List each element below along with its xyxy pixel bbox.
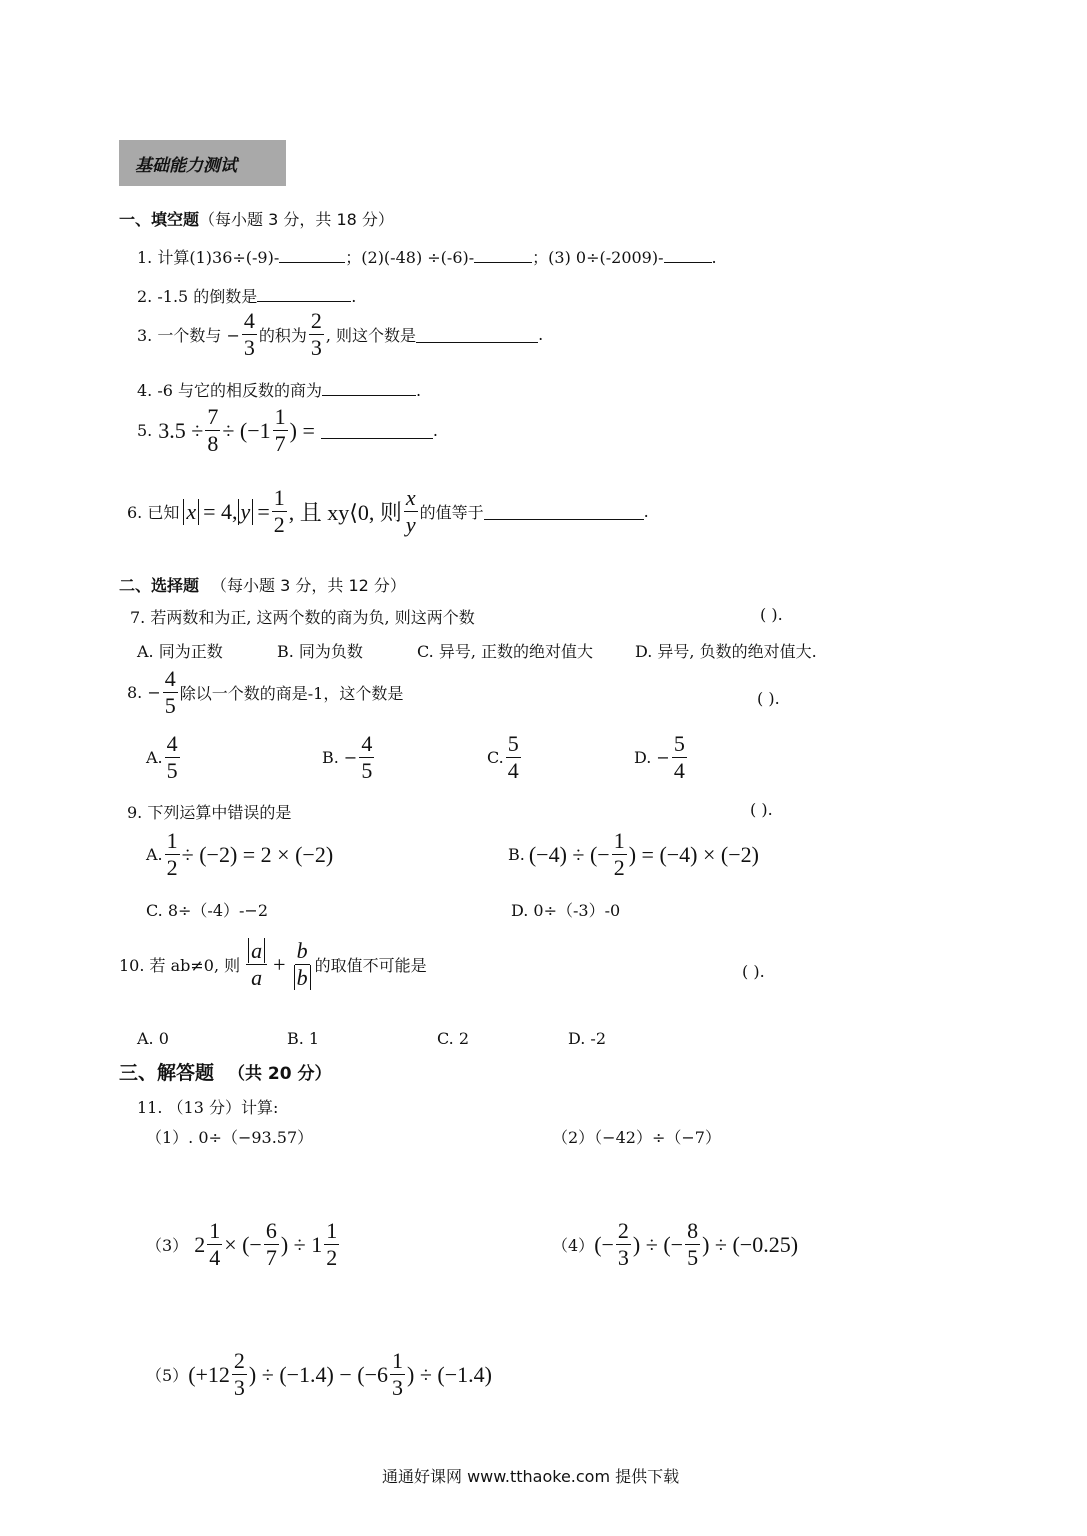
fraction: $\frac{2}{3}$ [617, 1218, 629, 1270]
section-2-title: 二、选择题 [119, 576, 200, 595]
fraction: $\frac{5}{4}$ [673, 731, 685, 783]
question-11-part-1: （1）. 0÷（−93.57） [146, 1128, 314, 1147]
question-11-part-2: （2）（−42）÷（−7） [552, 1128, 721, 1147]
answer-paren[interactable]: ( ). [742, 962, 765, 981]
question-2: 2. -1.5 的倒数是 . [137, 287, 357, 306]
option-d[interactable]: D. -2 [568, 1029, 607, 1048]
fraction: $\frac{2}{3}$ [233, 1348, 245, 1400]
fraction: $\frac{b}{b}$ [292, 940, 313, 989]
fraction: $\frac{1}{2}$ [273, 485, 285, 537]
fraction: $\frac{x}{y}$ [405, 485, 416, 537]
option-a[interactable]: A. $\frac{4}{5}$ [146, 731, 178, 783]
answer-blank[interactable] [484, 503, 644, 520]
question-7: 7. 若两数和为正, 这两个数的商为负, 则这两个数 [130, 608, 475, 627]
section-3-title: 三、解答题 [119, 1062, 215, 1084]
option-b[interactable]: B. 同为负数 [277, 642, 363, 661]
option-b[interactable]: B. 1 [287, 1029, 320, 1048]
question-10: 10. 若 ab≠0, 则 $\frac{a}{a}$ + $\frac{b}{b}$ 的取值不可能是 [119, 938, 427, 990]
question-6: 6. 已知 x = 4, y = $\frac{1}{2}$ , 且 xy⟨0, 则 $\frac{x}{y}$ 的值等于 . [127, 485, 649, 537]
fraction: $\frac{a}{a}$ [246, 940, 267, 989]
question-1: 1. 计算(1)36÷(-9)- ；(2)(-48) ÷(-6)- ；(3) 0÷(-2009)- . [137, 248, 717, 267]
option-c[interactable]: C. 异号, 正数的绝对值大 [417, 642, 594, 661]
option-c[interactable]: C. 2 [437, 1029, 470, 1048]
option-a[interactable]: A. 同为正数 [137, 642, 223, 661]
answer-blank[interactable] [322, 379, 416, 396]
fraction: $\frac{2}{3}$ [310, 308, 322, 360]
section-2-note: （每小题 3 分，共 12 分） [211, 576, 406, 595]
question-11-part-4: （4） (− $\frac{2}{3}$ ) ÷ (− $\frac{8}{5}$ ) ÷ (−0.25) [552, 1218, 799, 1270]
fraction: $\frac{4}{5}$ [166, 731, 178, 783]
fraction: $\frac{1}{7}$ [274, 404, 286, 456]
option-a[interactable]: A. 0 [137, 1029, 169, 1048]
fraction: $\frac{1}{3}$ [392, 1348, 404, 1400]
fraction: $\frac{5}{4}$ [507, 731, 519, 783]
question-4: 4. -6 与它的相反数的商为 . [137, 381, 422, 400]
answer-paren[interactable]: ( ). [760, 605, 783, 624]
option-d[interactable]: D. 异号, 负数的绝对值大. [635, 642, 817, 661]
answer-blank[interactable] [279, 246, 345, 263]
option-c[interactable]: C. 8÷（-4）-−2 [146, 901, 269, 920]
page-footer: 通通好课网 www.tthaoke.com 提供下载 [382, 1467, 680, 1486]
section-1-title: 一、填空题 [119, 210, 200, 229]
section-banner [119, 140, 286, 186]
question-11-part-3: （3） 2 $\frac{1}{4}$ × (− $\frac{6}{7}$ ) ÷ 1 $\frac{1}{2}$ [146, 1218, 338, 1270]
fraction: $\frac{6}{7}$ [265, 1218, 277, 1270]
fraction: $\frac{4}{5}$ [361, 731, 373, 783]
fraction: $\frac{4}{5}$ [164, 666, 176, 718]
option-b[interactable]: B. (−4) ÷ (− $\frac{1}{2}$ ) = (−4) × (−2) [508, 828, 759, 880]
fraction: $\frac{8}{5}$ [687, 1218, 699, 1270]
question-3: 3. 一个数与 − $\frac{4}{3}$ 的积为 $\frac{2}{3}$ , 则这个数是 . [137, 308, 544, 360]
option-c[interactable]: C. $\frac{5}{4}$ [487, 731, 519, 783]
section-1-note: （每小题 3 分，共 18 分） [199, 210, 394, 229]
fraction: $\frac{1}{2}$ [613, 828, 625, 880]
answer-blank[interactable] [416, 326, 538, 343]
answer-blank[interactable] [664, 246, 712, 263]
fraction: $\frac{1}{2}$ [166, 828, 178, 880]
answer-blank[interactable] [321, 422, 433, 439]
section-3-heading [119, 1058, 332, 1085]
answer-blank[interactable] [474, 246, 532, 263]
option-b[interactable]: B. − $\frac{4}{5}$ [322, 731, 373, 783]
option-d[interactable]: D. 0÷（-3）-0 [511, 901, 621, 920]
section-2-heading [119, 573, 406, 596]
question-11-title: 11. （13 分）计算: [137, 1098, 279, 1117]
question-5: 5. 3.5 ÷ $\frac{7}{8}$ ÷ (−1 $\frac{1}{7}$ ) = . [137, 404, 438, 456]
fraction: $\frac{4}{3}$ [243, 308, 255, 360]
fraction: $\frac{7}{8}$ [207, 404, 219, 456]
abs-x: x [183, 499, 199, 525]
option-a[interactable]: A. $\frac{1}{2}$ ÷ (−2) = 2 × (−2) [146, 828, 334, 880]
question-11-part-5: （5） (+12 $\frac{2}{3}$ ) ÷ (−1.4) − (−6 $\frac{1}{3}$ ) ÷ (−1.4) [146, 1348, 492, 1400]
banner-title: 基础能力测试 [135, 156, 237, 176]
section-3-note: （共 20 分） [228, 1064, 332, 1084]
section-1-heading [119, 207, 394, 230]
answer-blank[interactable] [257, 285, 351, 302]
answer-paren[interactable]: ( ). [750, 800, 773, 819]
fraction: $\frac{1}{2}$ [326, 1218, 338, 1270]
answer-paren[interactable]: ( ). [757, 689, 780, 708]
fraction: $\frac{1}{4}$ [209, 1218, 221, 1270]
option-d[interactable]: D. − $\frac{5}{4}$ [634, 731, 685, 783]
abs-y: y [238, 499, 254, 525]
question-9: 9. 下列运算中错误的是 [127, 803, 292, 822]
question-8: 8. − $\frac{4}{5}$ 除以一个数的商是-1，这个数是 [127, 666, 404, 718]
